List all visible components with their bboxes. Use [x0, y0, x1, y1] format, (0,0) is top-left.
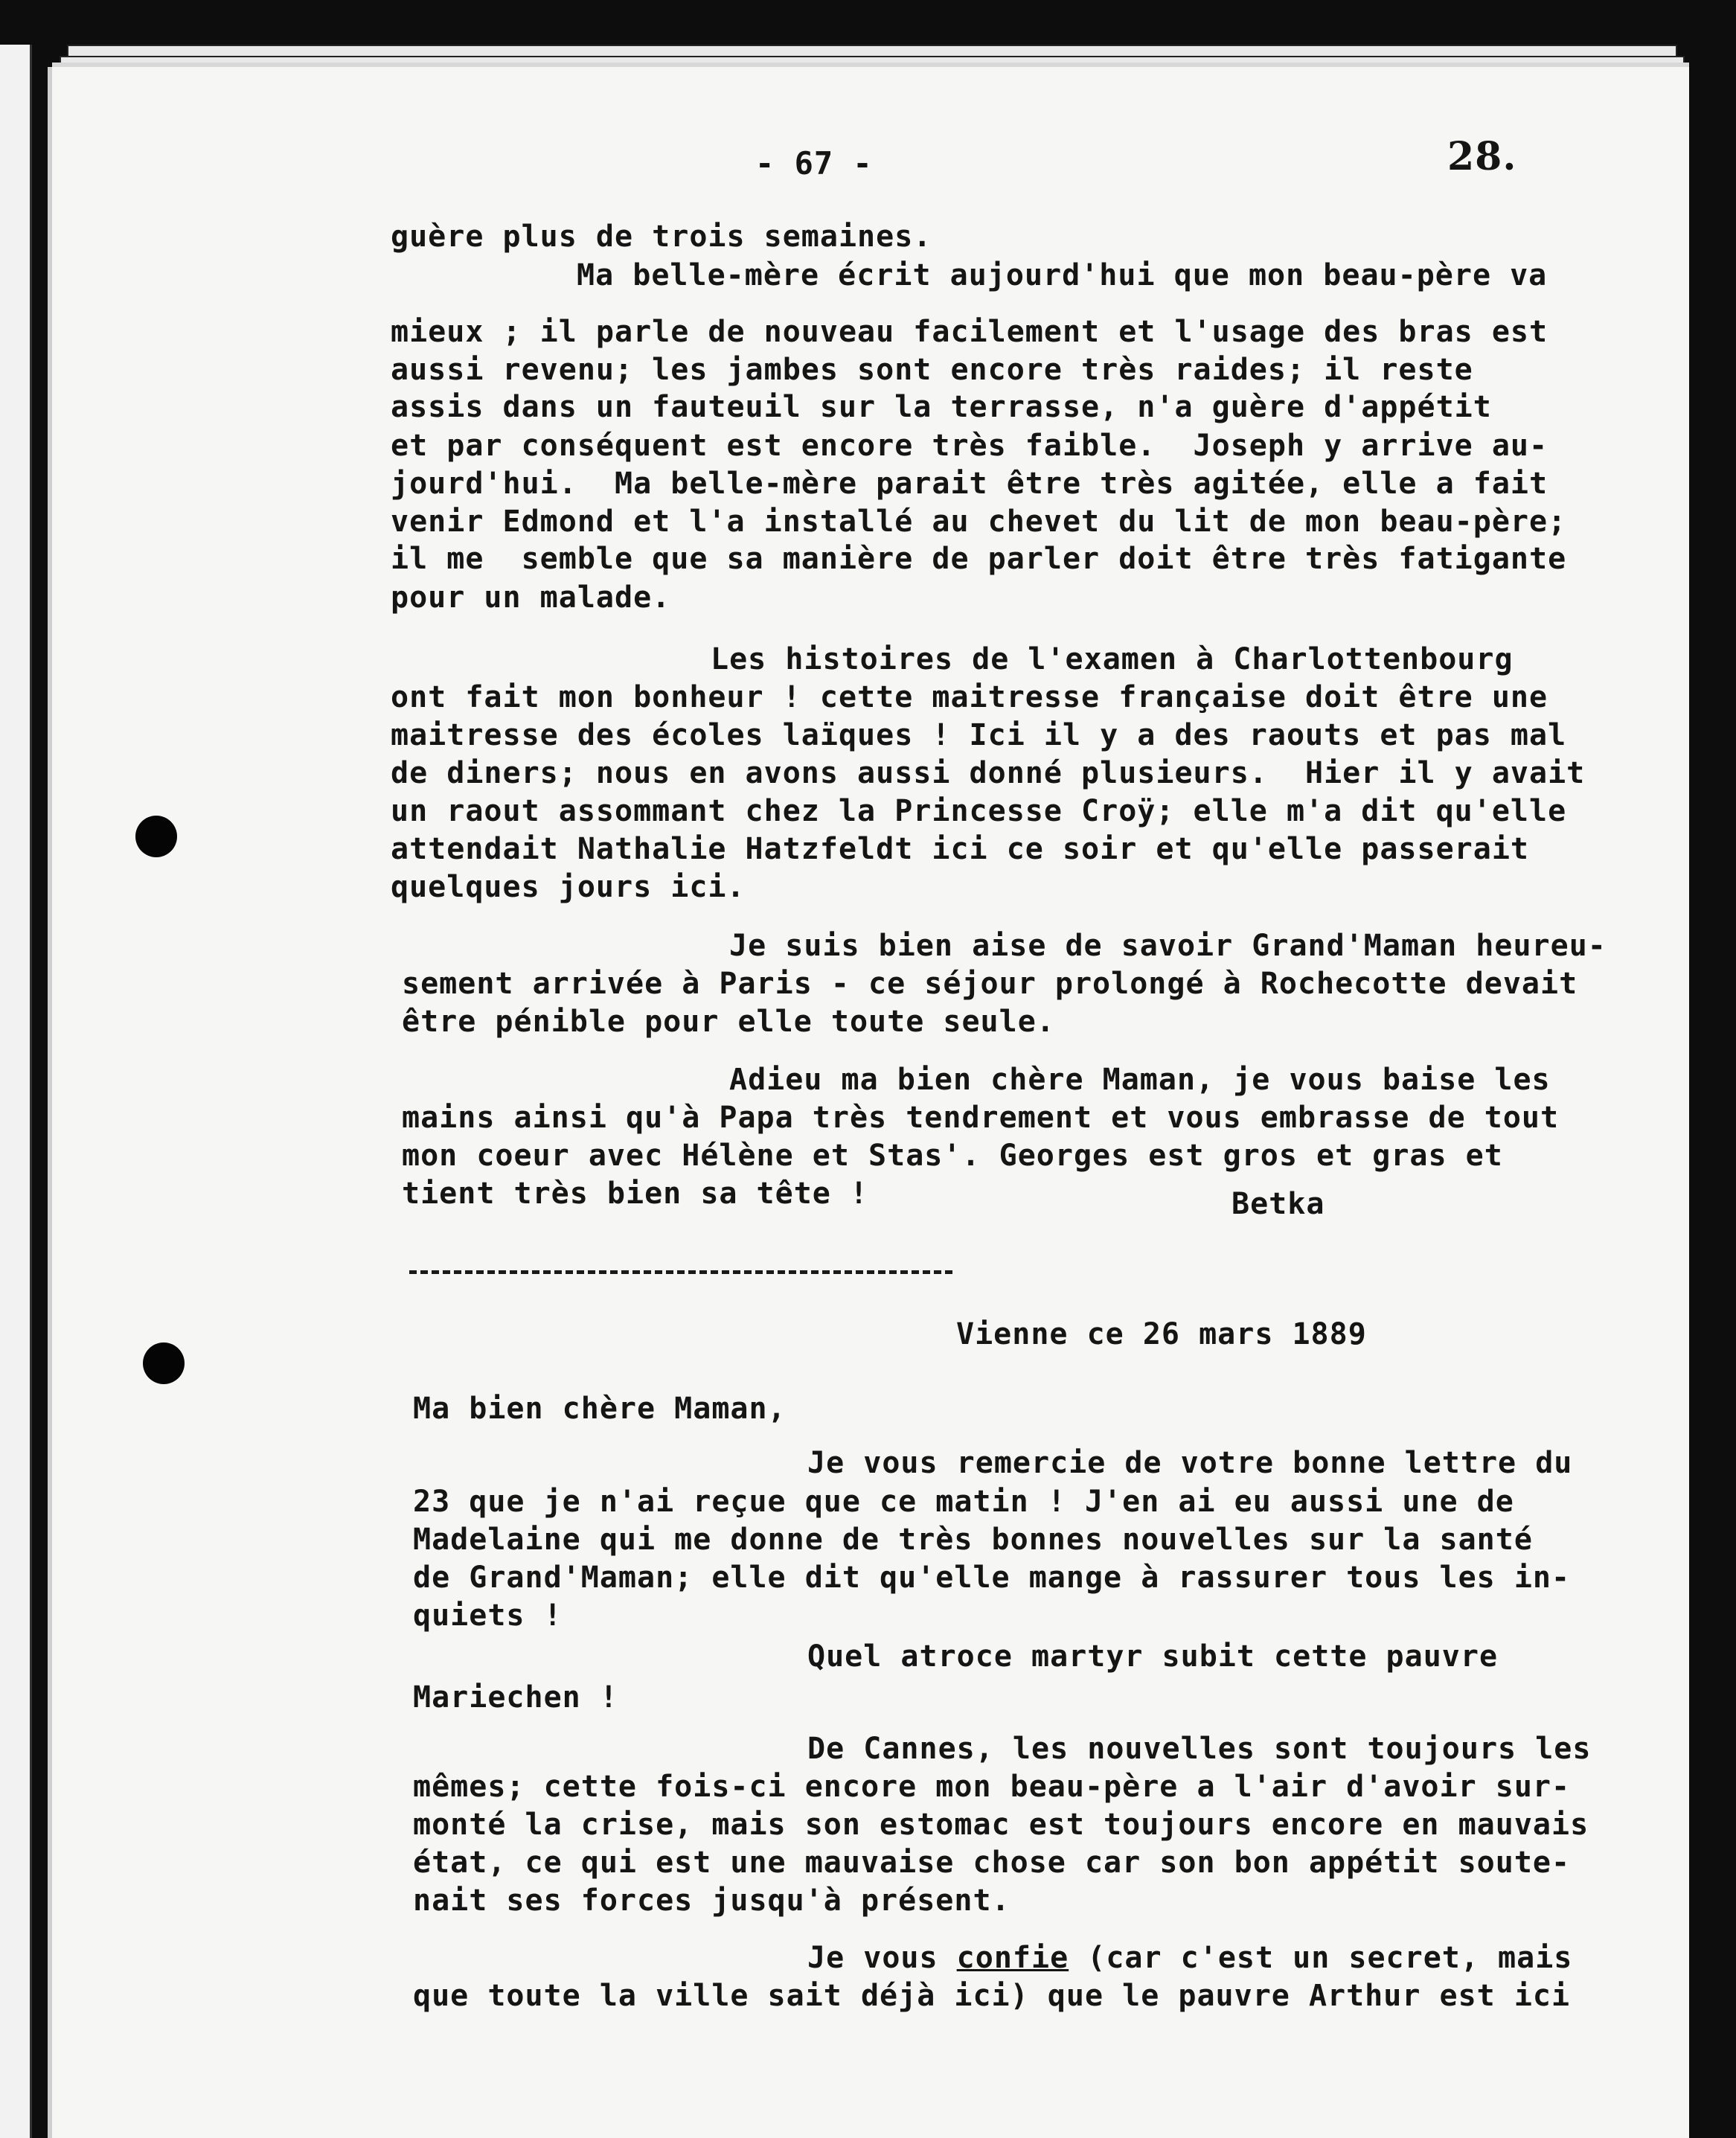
text-line: que toute la ville sait déjà ici) que le pauvre Arthur est ici	[413, 1979, 1571, 2013]
page-mark: 28.	[1447, 134, 1517, 179]
text-line: mêmes; cette fois-ci encore mon beau-père a l'air d'avoir sur-	[413, 1770, 1571, 1804]
text-line: Je vous remercie de votre bonne lettre du	[807, 1446, 1573, 1480]
adjacent-sheet-edge	[0, 45, 32, 2138]
text-line: pour un malade.	[391, 580, 671, 615]
text-line: être pénible pour elle toute seule.	[402, 1005, 1055, 1039]
text-line: monté la crise, mais son estomac est toujours encore en mauvais	[413, 1808, 1589, 1842]
text-line: tient très bien sa tête !	[402, 1177, 869, 1211]
text-line: Je suis bien aise de savoir Grand'Maman heureu-	[729, 929, 1607, 963]
separator-rule	[409, 1270, 952, 1274]
signature: Betka	[1231, 1187, 1325, 1221]
text-line: mains ainsi qu'à Papa très tendrement et vous embrasse de tout	[402, 1101, 1560, 1135]
text-line: mieux ; il parle de nouveau facilement et l'usage des bras est	[391, 315, 1548, 349]
text-line: de Grand'Maman; elle dit qu'elle mange à rassurer tous les in-	[413, 1561, 1571, 1595]
text-line: maitresse des écoles laïques ! Ici il y a des raouts et pas mal	[391, 718, 1567, 752]
text-line: état, ce qui est une mauvaise chose car son bon appétit soute-	[413, 1846, 1571, 1880]
text-fragment: Je vous	[807, 1941, 957, 1975]
page-number: - 67 -	[755, 145, 873, 182]
text-line: Adieu ma bien chère Maman, je vous baise les	[729, 1063, 1551, 1097]
document-text	[52, 67, 1689, 2138]
dateline: Vienne ce 26 mars 1889	[956, 1317, 1367, 1351]
salutation: Ma bien chère Maman,	[413, 1392, 787, 1426]
text-line: De Cannes, les nouvelles sont toujours les	[807, 1732, 1592, 1766]
text-line: aussi revenu; les jambes sont encore très raides; il reste	[391, 353, 1473, 387]
text-line: quiets !	[413, 1598, 563, 1633]
text-line: il me semble que sa manière de parler doit être très fatigante	[391, 542, 1567, 576]
text-line: un raout assommant chez la Princesse Croÿ; elle m'a dit qu'elle	[391, 794, 1567, 828]
text-line: quelques jours ici.	[391, 870, 746, 904]
text-line: venir Edmond et l'a installé au chevet du lit de mon beau-père;	[391, 505, 1567, 539]
text-line: attendait Nathalie Hatzfeldt ici ce soir et qu'elle passerait	[391, 832, 1530, 866]
text-line: mon coeur avec Hélène et Stas'. Georges est gros et gras et	[402, 1139, 1503, 1173]
underlined-word: confie	[956, 1941, 1069, 1975]
text-line: Madelaine qui me donne de très bonnes nouvelles sur la santé	[413, 1523, 1533, 1557]
text-line: jourd'hui. Ma belle-mère parait être très agitée, elle a fait	[391, 467, 1548, 501]
text-line: Les histoires de l'examen à Charlottenbourg	[711, 642, 1514, 676]
text-line: Ma belle-mère écrit aujourd'hui que mon beau-père va	[577, 258, 1548, 292]
text-line: assis dans un fauteuil sur la terrasse, n'a guère d'appétit	[391, 390, 1492, 424]
text-fragment: (car c'est un secret, mais	[1069, 1941, 1573, 1975]
text-line: 23 que je n'ai reçue que ce matin ! J'en ai eu aussi une de	[413, 1485, 1514, 1519]
text-line: Mariechen !	[413, 1680, 618, 1715]
typed-page	[52, 67, 1689, 2138]
text-line	[807, 1941, 1572, 1975]
text-line: Quel atroce martyr subit cette pauvre	[807, 1639, 1499, 1674]
text-line: de diners; nous en avons aussi donné plusieurs. Hier il y avait	[391, 756, 1586, 790]
text-line: ont fait mon bonheur ! cette maitresse française doit être une	[391, 680, 1548, 714]
text-line: guère plus de trois semaines.	[391, 220, 932, 254]
text-line: et par conséquent est encore très faible. Joseph y arrive au-	[391, 429, 1548, 463]
text-line: sement arrivée à Paris - ce séjour prolongé à Rochecotte devait	[402, 967, 1578, 1001]
text-line: nait ses forces jusqu'à présent.	[413, 1883, 1010, 1918]
